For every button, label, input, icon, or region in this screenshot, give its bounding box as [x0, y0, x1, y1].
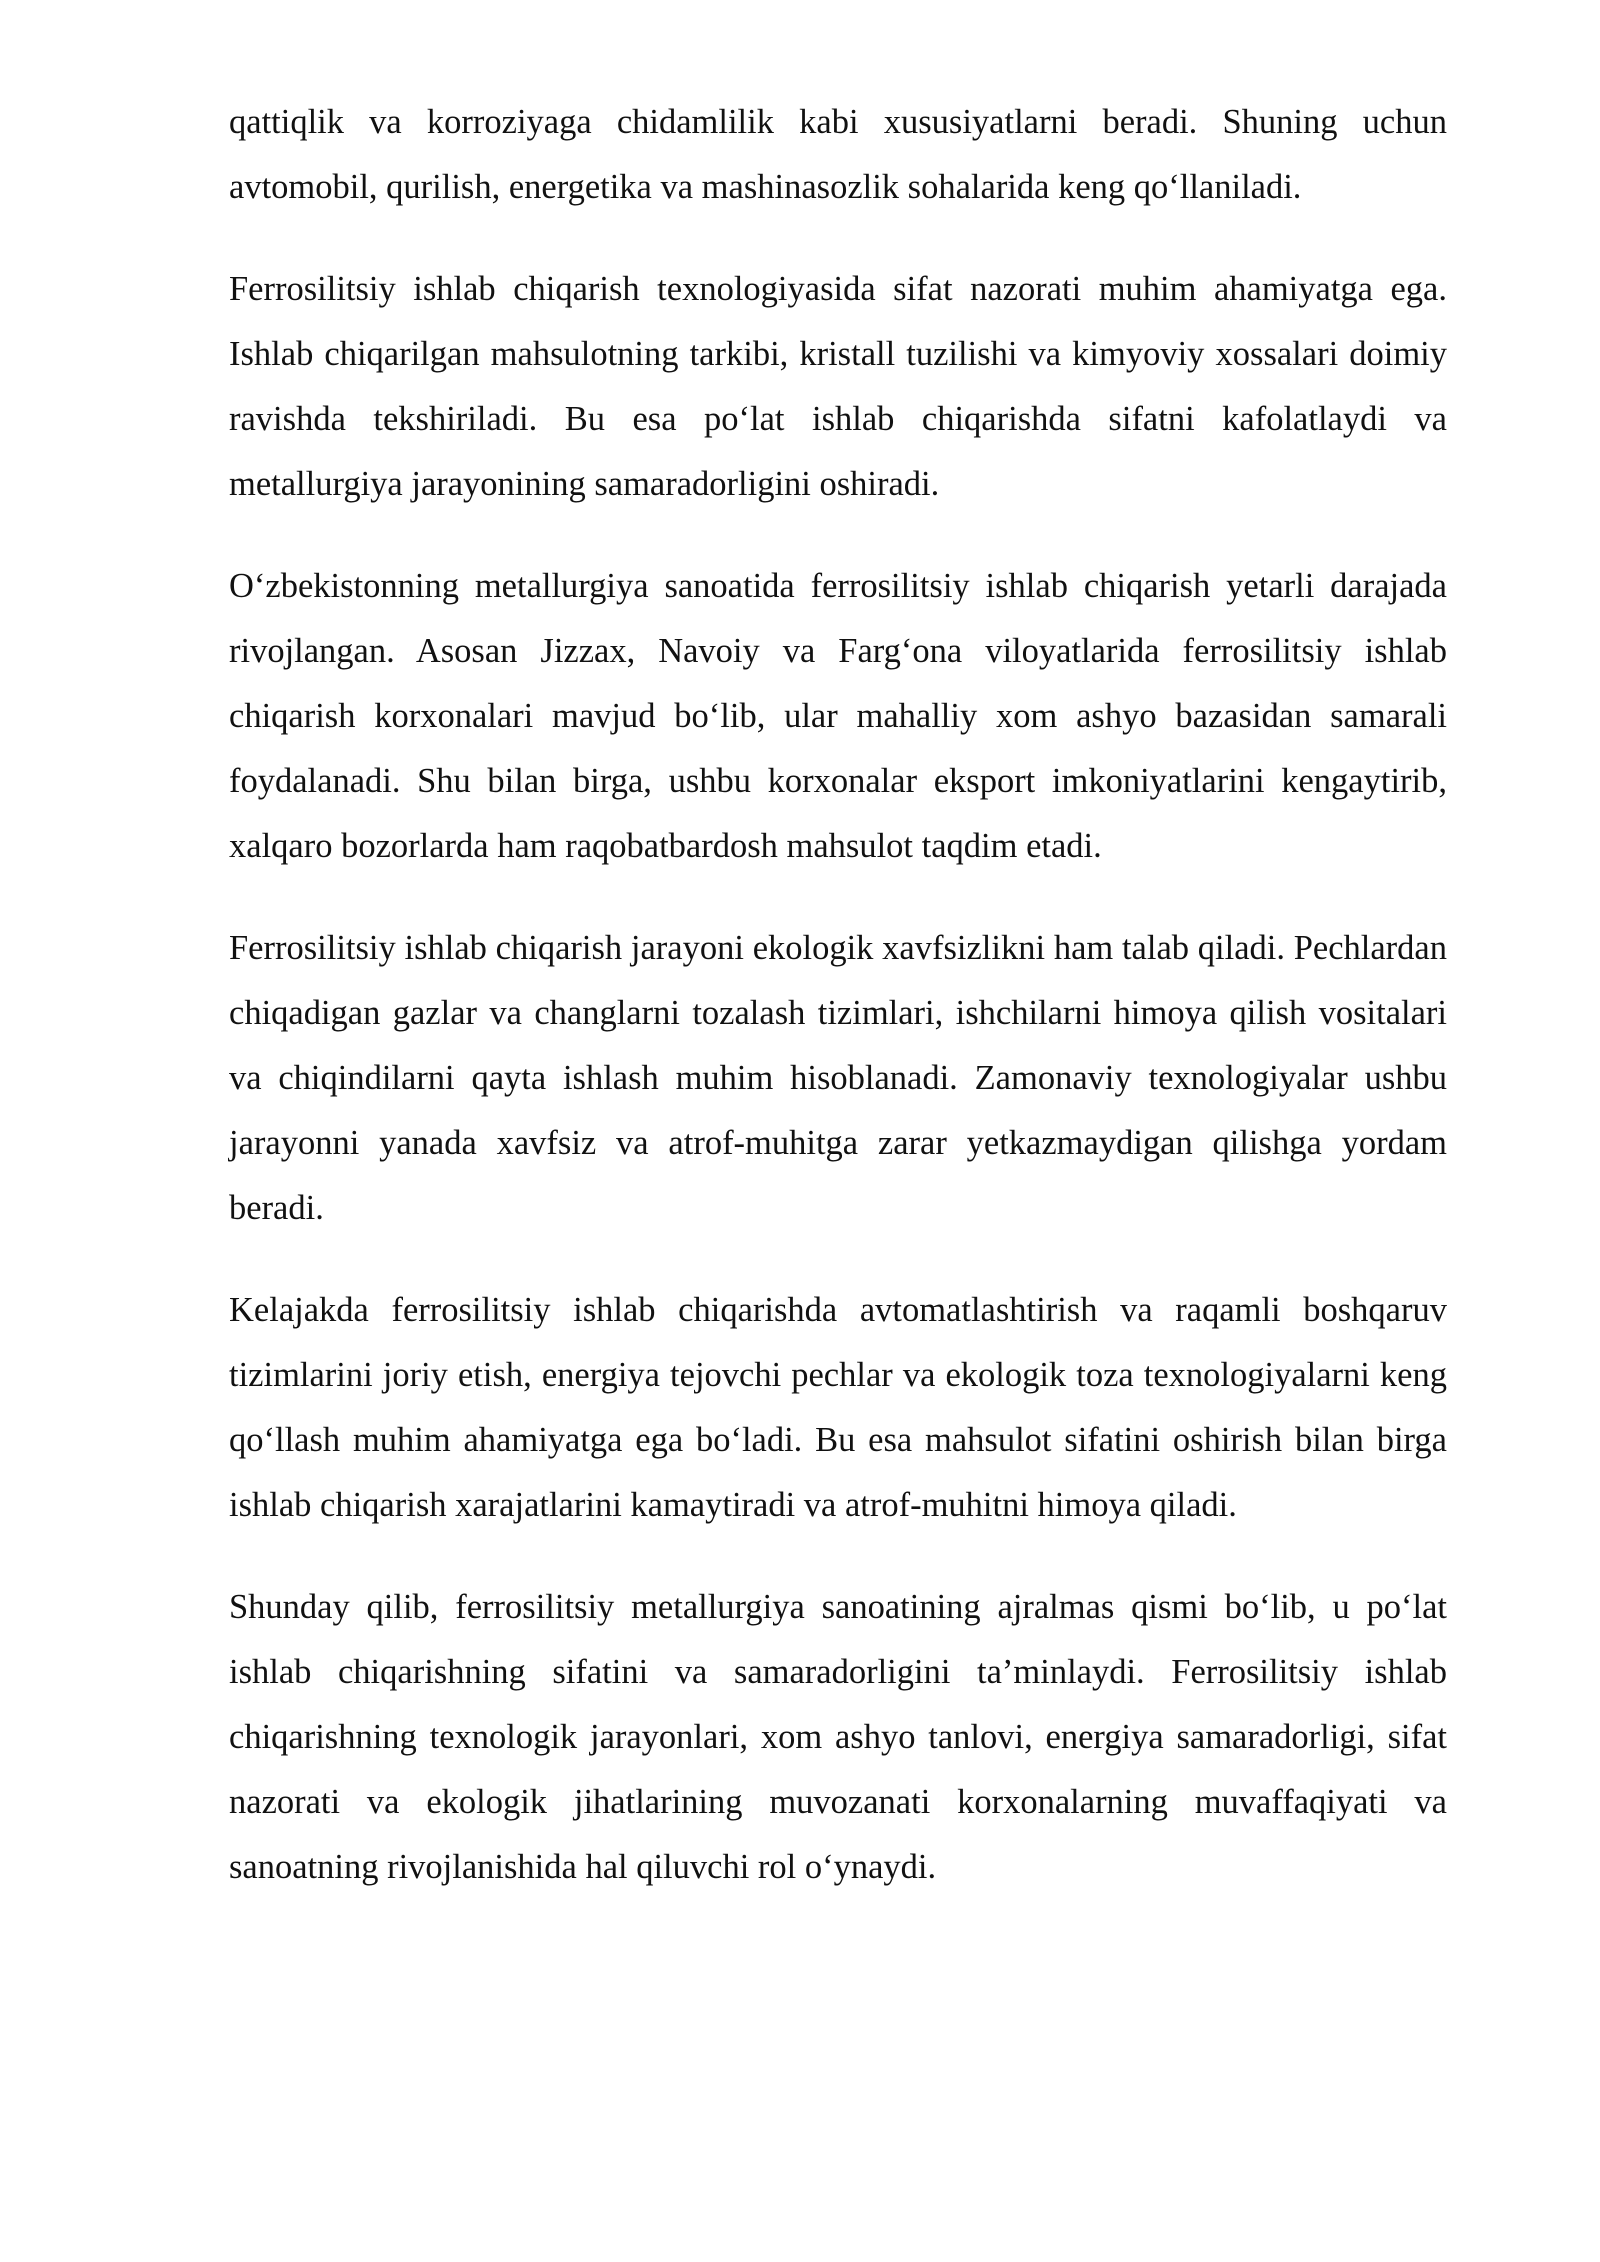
paragraph-3: O‘zbekistonning metallurgiya sanoatida ferrosilitsiy ishlab chiqarish yetarli darajada rivojlangan. Asosan Jizzax, Navoiy va Farg‘ona viloyatlarida ferrosilitsiy ishlab chiqarish korxonalari mavjud bo‘lib, ular mahalliy xom ashyo bazasidan samarali foydalanadi. Shu bilan birga, ushbu korxonalar eksport imkoniyatlarini kengaytirib, xalqaro bozorlarda ham raqobatbardosh mahsulot taqdim etadi.	[229, 567, 1447, 865]
paragraph-5: Kelajakda ferrosilitsiy ishlab chiqarishda avtomatlashtirish va raqamli boshqaruv tizimlarini joriy etish, energiya tejovchi pechlar va ekologik toza texnologiyalarni keng qo‘llash muhim ahamiyatga ega bo‘ladi. Bu esa mahsulot sifatini oshirish bilan birga ishlab chiqarish xarajatlarini kamaytiradi va atrof-muhitni himoya qiladi.	[229, 1291, 1447, 1524]
paragraph-1: qattiqlik va korroziyaga chidamlilik kabi xususiyatlarni beradi. Shuning uchun avtomobil, qurilish, energetika va mashinasozlik sohalarida keng qo‘llaniladi.	[229, 103, 1447, 206]
paragraph-2: Ferrosilitsiy ishlab chiqarish texnologiyasida sifat nazorati muhim ahamiyatga ega. Ishlab chiqarilgan mahsulotning tarkibi, kristall tuzilishi va kimyoviy xossalari doimiy ravishda tekshiriladi. Bu esa po‘lat ishlab chiqarishda sifatni kafolatlaydi va metallurgiya jarayonining samaradorligini oshiradi.	[229, 270, 1447, 503]
paragraph-6: Shunday qilib, ferrosilitsiy metallurgiya sanoatining ajralmas qismi bo‘lib, u po‘lat ishlab chiqarishning sifatini va samaradorligini ta’minlaydi. Ferrosilitsiy ishlab chiqarishning texnologik jarayonlari, xom ashyo tanlovi, energiya samaradorligi, sifat nazorati va ekologik jihatlarining muvozanati korxonalarning muvaffaqiyati va sanoatning rivojlanishida hal qiluvchi rol o‘ynaydi.	[229, 1588, 1447, 1886]
paragraph-4: Ferrosilitsiy ishlab chiqarish jarayoni ekologik xavfsizlikni ham talab qiladi. Pechlardan chiqadigan gazlar va changlarni tozalash tizimlari, ishchilarni himoya qilish vositalari va chiqindilarni qayta ishlash muhim hisoblanadi. Zamonaviy texnologiyalar ushbu jarayonni yanada xavfsiz va atrof-muhitga zarar yetkazmaydigan qilishga yordam beradi.	[229, 929, 1447, 1227]
document-page	[229, 90, 1447, 1937]
